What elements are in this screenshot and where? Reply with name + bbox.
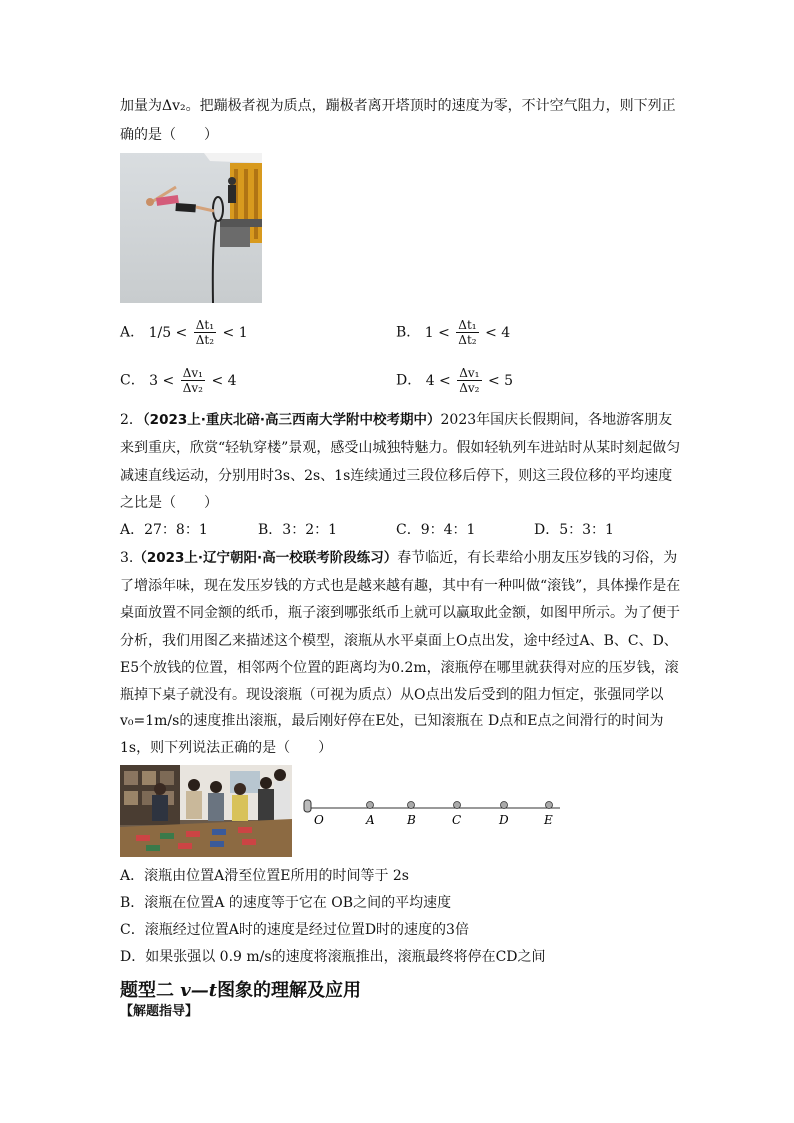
point-b-label: B: [407, 813, 416, 826]
q3-line-4: 分析，我们用图乙来描述这个模型，滚瓶从水平桌面上O点出发，途中经过A、B、C、D、: [120, 633, 678, 649]
q2-line-4: 之比是（ ）: [120, 495, 218, 511]
section-title: 题型二 v—t图象的理解及应用: [120, 980, 362, 1001]
q3-number: 3.: [120, 550, 134, 566]
q1-option-a-fraction: $\frac{\text{Δt₁}}{\text{Δt₂}}$: [195, 318, 215, 347]
q1-option-b-fraction: $\frac{\text{Δt₁}}{\text{Δt₂}}$: [458, 318, 477, 347]
point-b-marker: [408, 802, 415, 809]
q3-line-3: 桌面放置不同金额的纸币，瓶子滚到哪张纸币上就可以赢取此金额，如图甲所示。为了便于: [120, 605, 680, 621]
q3-option-b[interactable]: B．滚瓶在位置A 的速度等于它在 OB之间的平均速度: [120, 895, 452, 911]
q3-line-8: 1s，则下列说法正确的是（ ）: [120, 740, 333, 756]
bungee-jump-photo: [120, 153, 262, 303]
point-o-label: O: [314, 813, 324, 826]
q3-option-d[interactable]: D．如果张强以 0.9 m/s的速度将滚瓶推出，滚瓶最终将停在CD之间: [120, 949, 546, 965]
q2-number: 2．: [120, 412, 143, 428]
point-c-label: C: [452, 813, 462, 826]
q1-text-line-2: 确的是（ ）: [120, 127, 218, 143]
point-d-marker: [501, 802, 508, 809]
q2-option-c[interactable]: C．9：4：1: [396, 522, 476, 538]
q2-option-b[interactable]: B．3：2：1: [258, 522, 338, 538]
q2-option-d[interactable]: D．5：3：1: [534, 522, 614, 538]
q1-option-b[interactable]: B． 1 < $\frac{\text{Δt₁}}{\text{Δt₂}}$ < 4: [396, 318, 511, 347]
q1-option-c[interactable]: C． 3 < $\frac{\text{Δv₁}}{\text{Δv₂}}$ < 4: [120, 366, 237, 395]
q2-source: （2023上·重庆北碚·高三西南大学附中校考期中）: [142, 412, 441, 428]
q1-option-d[interactable]: D． 4 < $\frac{\text{Δv₁}}{\text{Δv₂}}$ < 5: [396, 366, 514, 395]
q2-line-3: 减速直线运动，分别用时3s、2s、1s连续通过三段位移后停下，则这三段位移的平均速度: [120, 468, 673, 484]
q3-line-7: v₀=1m/s的速度推出滚瓶，最后刚好停在E处，已知滚瓶在 D点和E点之间滑行的时间为: [120, 713, 664, 729]
rolling-bottle-photo: [120, 765, 292, 857]
q1-option-c-fraction: $\frac{\text{Δv₁}}{\text{Δv₂}}$: [182, 366, 203, 395]
bottle-icon: [304, 800, 311, 812]
q1-option-d-fraction: $\frac{\text{Δv₁}}{\text{Δv₂}}$: [459, 366, 480, 395]
q3-option-c[interactable]: C．滚瓶经过位置A时的速度是经过位置D时的速度的3倍: [120, 922, 469, 938]
point-e-marker: [546, 802, 553, 809]
q3-line-2: 了增添年味，现在发压岁钱的方式也是越来越有趣，其中有一种叫做“滚钱”，具体操作是在: [120, 578, 681, 594]
q3-option-a[interactable]: A．滚瓶由位置A滑至位置E所用的时间等于 2s: [120, 868, 409, 884]
q3-line-5: E5个放钱的位置，相邻两个位置的距离均为0.2m，滚瓶停在哪里就获得对应的压岁钱，滚: [120, 660, 679, 676]
q1-option-a[interactable]: A． 1/5 < $\frac{\text{Δt₁}}{\text{Δt₂}}$ < 1: [120, 318, 248, 347]
q3-line-6: 瓶掉下桌子就没有。现设滚瓶（可视为质点）从O点出发后受到的阻力恒定，张强同学以: [120, 687, 664, 703]
point-a-label: A: [366, 813, 375, 826]
q3-line-1: 3.（2023上·辽宁朝阳·高一校联考阶段练习）春节临近，有长辈给小朋友压岁钱的习俗，为: [120, 550, 678, 566]
point-c-marker: [454, 802, 461, 809]
q2-line-2: 来到重庆，欣赏“轻轨穿楼”景观，感受山城独特魅力。假如轻轨列车进站时从某时刻起做匀: [120, 440, 681, 456]
q1-option-a-left: 1/5 <: [148, 324, 188, 341]
point-d-label: D: [499, 813, 509, 826]
point-e-label: E: [544, 813, 553, 826]
q3-source: （2023上·辽宁朝阳·高一校联考阶段练习）: [133, 550, 398, 566]
q2-option-a[interactable]: A．27：8：1: [120, 522, 208, 538]
point-a-marker: [367, 802, 374, 809]
section-subtitle: 【解题指导】: [120, 1004, 199, 1019]
q2-line-1: 2．（2023上·重庆北碚·高三西南大学附中校考期中）2023年国庆长假期间，各地游客朋友: [120, 412, 673, 428]
position-diagram: [300, 796, 564, 826]
q1-text-line-1: 加量为Δv₂。把蹦极者视为质点，蹦极者离开塔顶时的速度为零，不计空气阻力，则下列正: [120, 98, 676, 114]
